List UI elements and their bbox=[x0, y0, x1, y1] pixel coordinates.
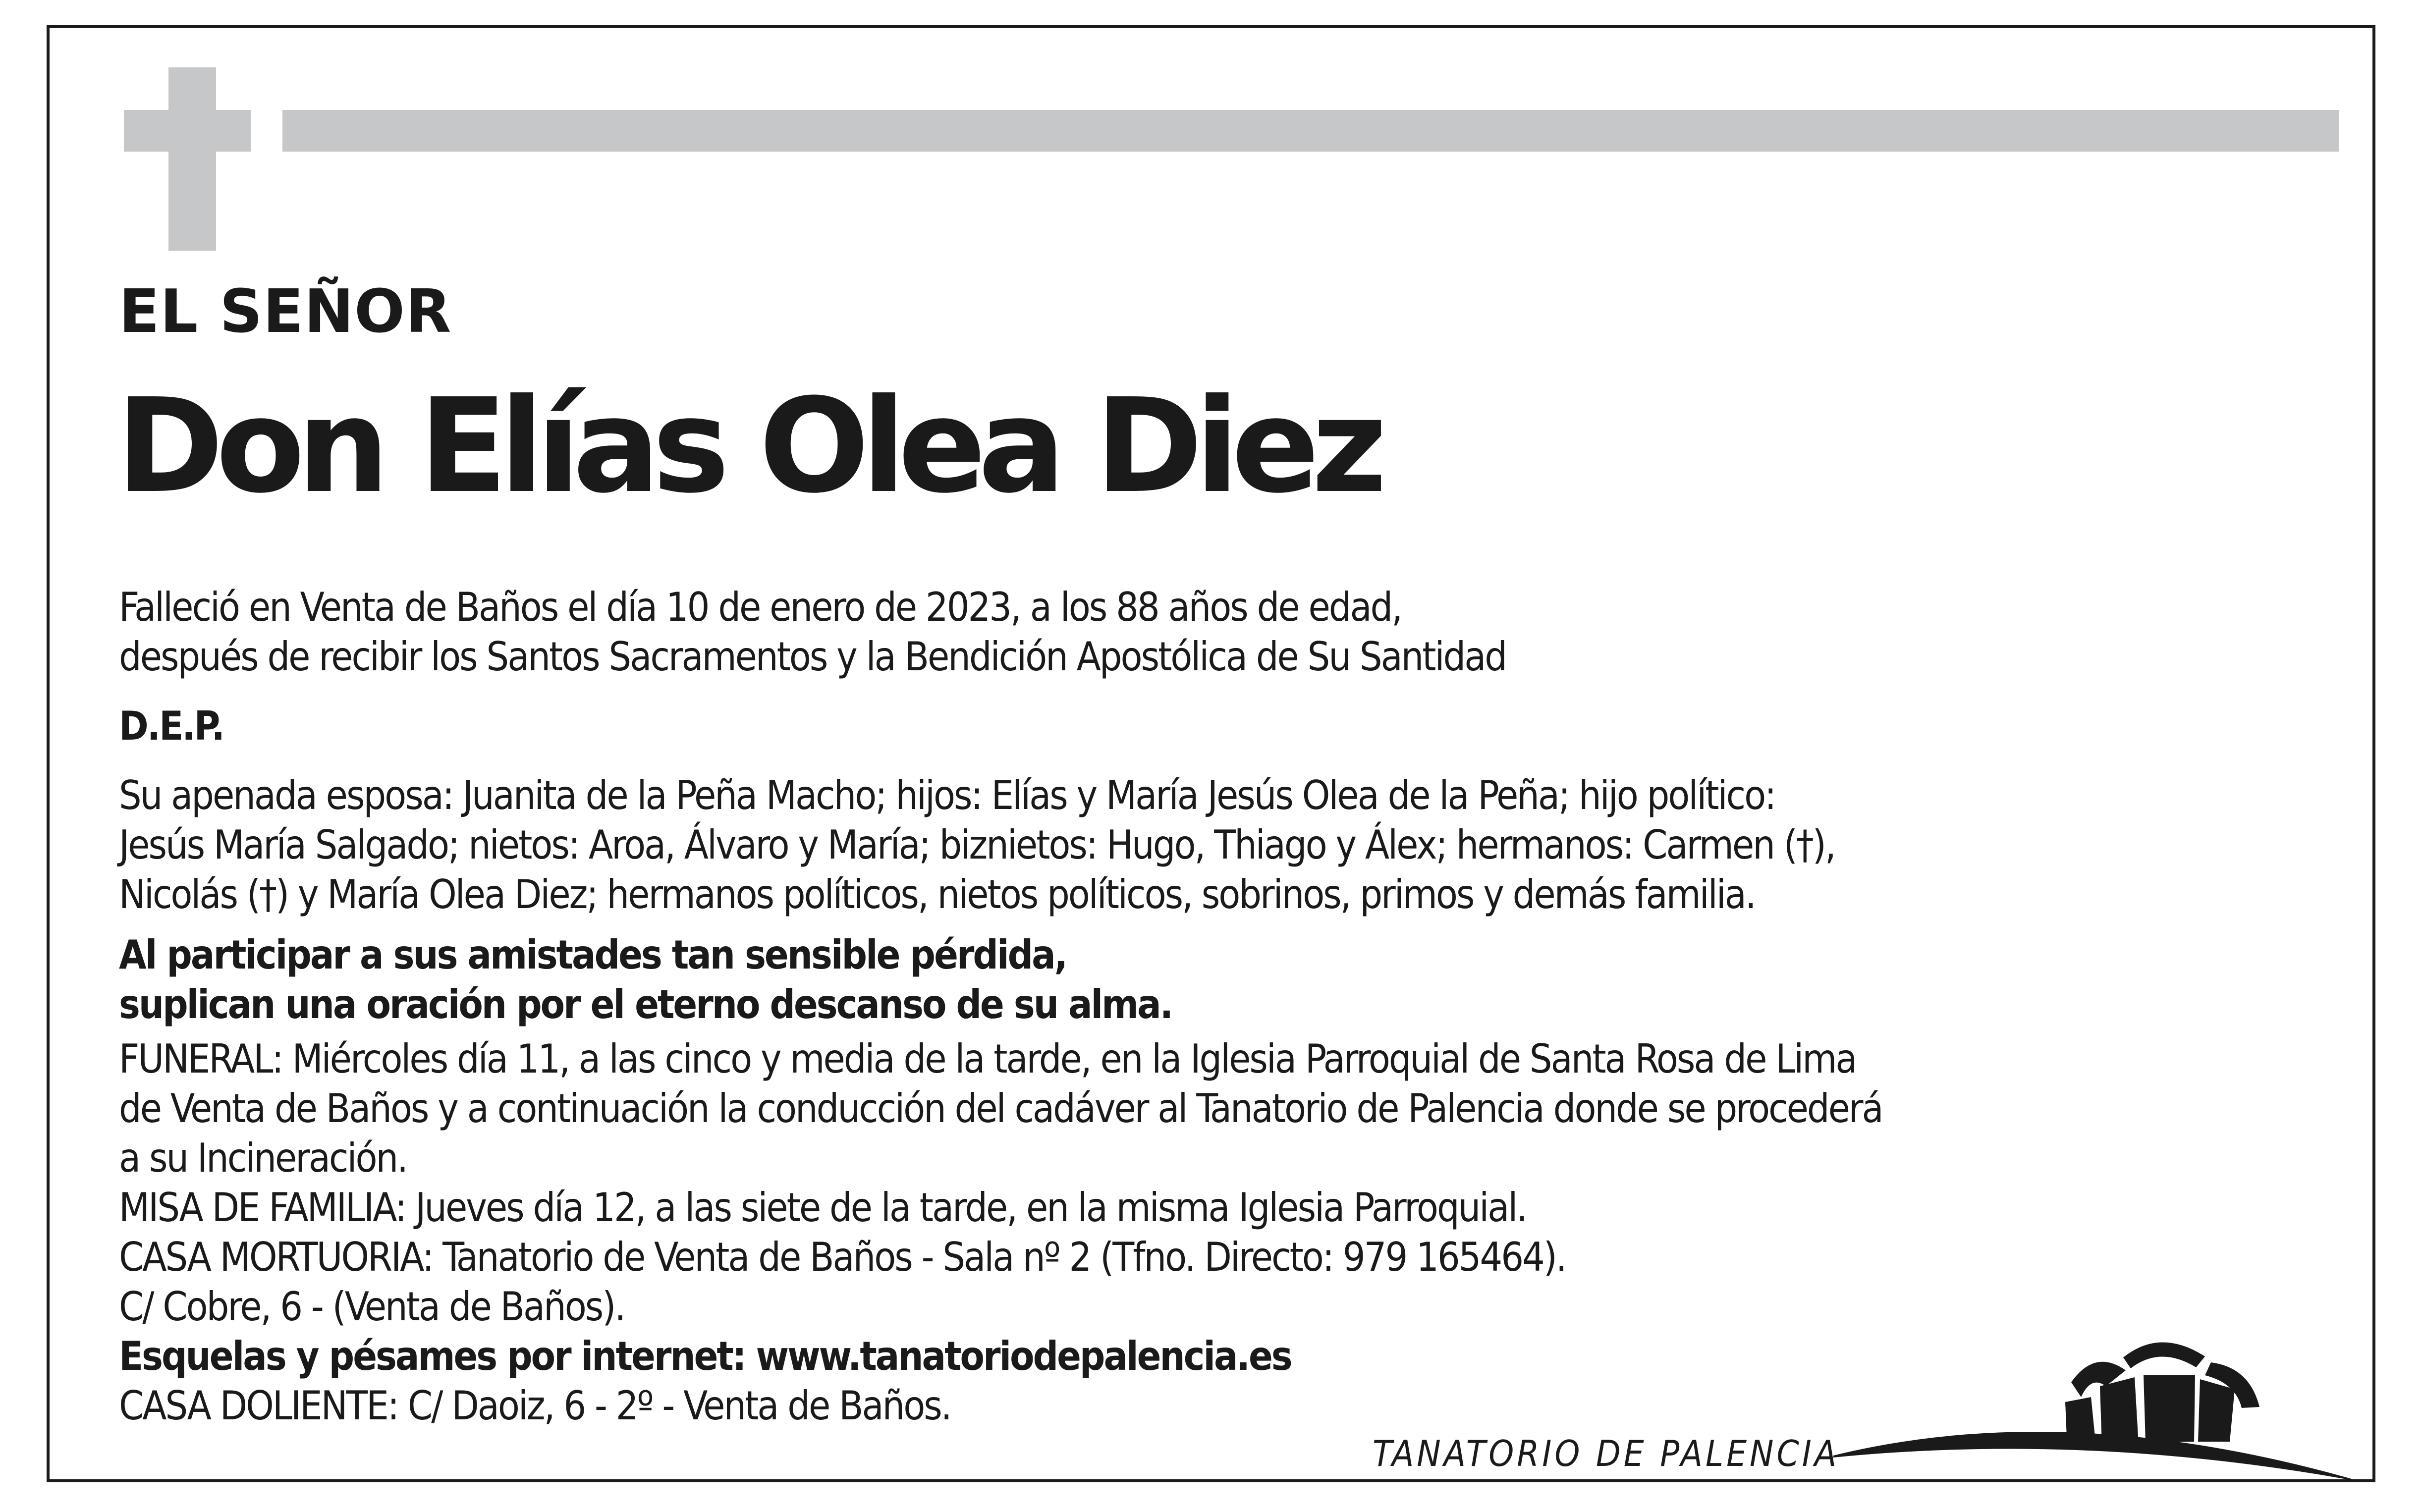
mortuary-line-2: C/ Cobre, 6 - (Venta de Baños). bbox=[119, 1284, 625, 1330]
family-mass: MISA DE FAMILIA: Jueves día 12, a las siete de la tarde, en la misma Iglesia Parroquial. bbox=[119, 1185, 1527, 1231]
funeral-line-2: de Venta de Baños y a continuación la conducción del cadáver al Tanatorio de Palencia donde se procederá bbox=[119, 1085, 1882, 1132]
family-line-1: Su apenada esposa: Juanita de la Peña Macho; hijos: Elías y María Jesús Olea de la Peña; hijo político: bbox=[119, 772, 1775, 818]
grieving-house: CASA DOLIENTE: C/ Daoiz, 6 - 2º - Venta de Baños. bbox=[119, 1383, 951, 1429]
funeral-line-1: FUNERAL: Miércoles día 11, a las cinco y media de la tarde, en la Iglesia Parroquial de Santa Rosa de Lima bbox=[119, 1036, 1856, 1082]
mortuary-line-1: CASA MORTUORIA: Tanatorio de Venta de Baños - Sala nº 2 (Tfno. Directo: 979 165464). bbox=[119, 1234, 1566, 1280]
tanatorio-logo-text: TANATORIO DE PALENCIA bbox=[1373, 1433, 1840, 1474]
funeral-line-3: a su Incineración. bbox=[119, 1135, 407, 1181]
request-line-1: Al participar a sus amistades tan sensible pérdida, bbox=[119, 932, 1066, 978]
death-notice-line-2: después de recibir los Santos Sacramentos y la Bendición Apostólica de Su Santidad bbox=[119, 634, 1506, 680]
cross-icon-horizontal bbox=[124, 110, 251, 152]
deceased-name: Don Elías Olea Diez bbox=[116, 371, 1379, 522]
notice-body bbox=[119, 583, 2349, 1431]
header-rule bbox=[282, 110, 2339, 152]
cross-icon-vertical bbox=[168, 67, 216, 251]
internet-condolences: Esquelas y pésames por internet: www.tanatoriodepalencia.es bbox=[119, 1333, 1291, 1379]
honorific: EL SEÑOR bbox=[119, 277, 452, 346]
rip-label: D.E.P. bbox=[119, 703, 224, 749]
death-notice-line-1: Falleció en Venta de Baños el día 10 de enero de 2023, a los 88 años de edad, bbox=[119, 584, 1402, 630]
family-line-2: Jesús María Salgado; nietos: Aroa, Álvaro y María; biznietos: Hugo, Thiago y Álex; hermanos: Carmen (†), bbox=[119, 822, 1835, 868]
request-line-2: suplican una oración por el eterno descanso de su alma. bbox=[119, 981, 1172, 1027]
family-line-3: Nicolás (†) y María Olea Diez; hermanos políticos, nietos políticos, sobrinos, primos y demás familia. bbox=[119, 871, 1755, 918]
